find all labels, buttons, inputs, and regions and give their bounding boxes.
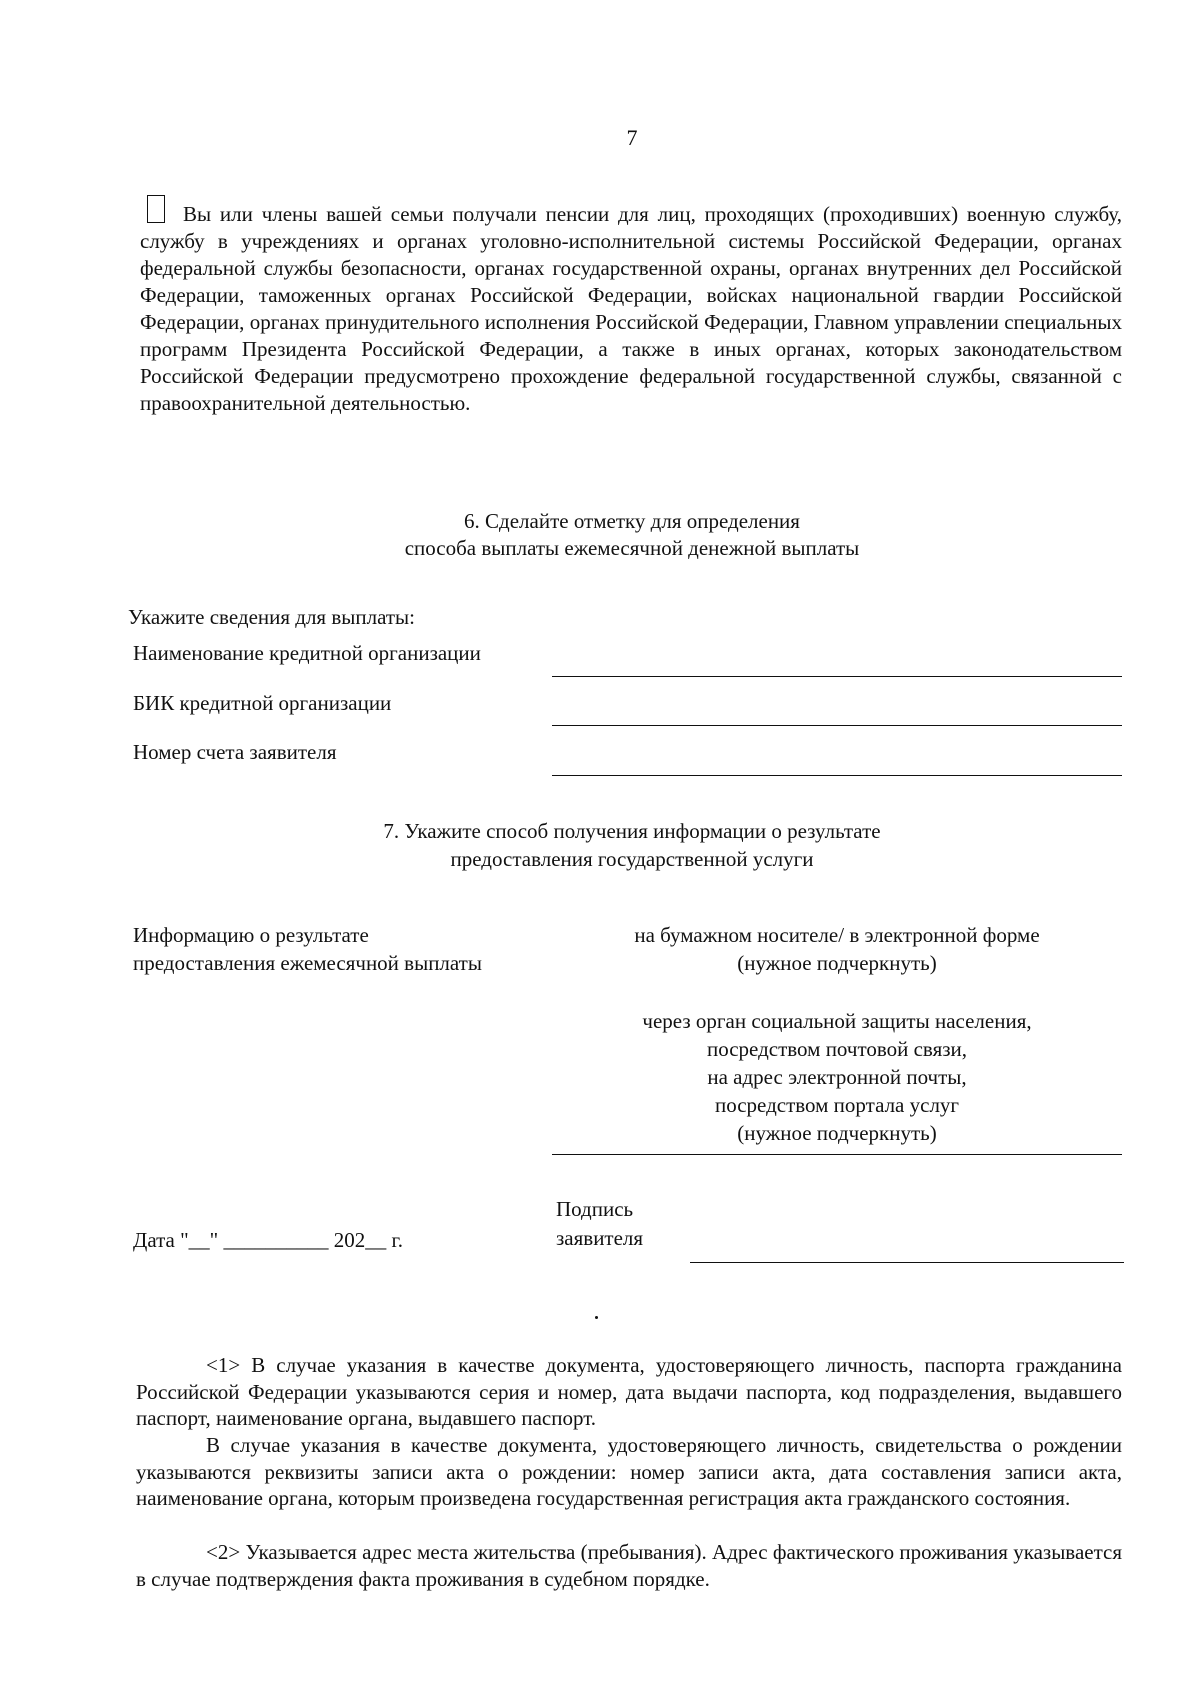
account-number-input-line[interactable] [552,775,1122,776]
bank-name-input-line[interactable] [552,676,1122,677]
section7-title-line1: 7. Укажите способ получения информации о результате [383,819,881,843]
signature-input-line[interactable] [690,1262,1124,1263]
channel-portal[interactable]: посредством портала услуг [714,1093,960,1117]
page-number: 7 [626,125,638,150]
bik-label: БИК кредитной организации [133,691,392,715]
channel-social-protection[interactable]: через орган социальной защиты населения, [642,1009,1032,1033]
pension-question-text: Вы или члены вашей семьи получали пенсии для лиц, проходящих (проходивших) военную службу, службу в учреждениях и органах уголовно-исполнительной системы Российской Федерации, органах федеральной службы безопасности, органах государственной охраны, органах внутренних дел Российской Федерации, таможенных органах Российской Федерации, войсках национальной гвардии Российской Федерации, органах принудительного исполнения Российской Федерации, Главном управлении специальных программ Президента Российской Федерации, а также в иных органах, которых законодательством Российской Федерации предусмотрено прохождение федеральной государственной службы, связанной с правоохранительной деятельностью. [140,202,1122,415]
footnote-2: <2> Указывается адрес места жительства (пребывания). Адрес фактического проживания указывается в случае подтверждения факта проживания в судебном порядке. [136,1540,1122,1591]
result-info-label-line1: Информацию о результате [133,923,369,947]
bik-input-line[interactable] [552,725,1122,726]
form-choice-option[interactable]: на бумажном носителе/ в электронной форме [634,923,1040,947]
footnote-1-continued: В случае указания в качестве документа, удостоверяющего личность, свидетельства о рождении указываются реквизиты записи акта о рождении: номер записи акта, дата составления записи акта, наименование органа, которым произведена государственная регистрация акта гражданского состояния. [136,1433,1122,1510]
result-info-label-line2: предоставления ежемесячной выплаты [133,951,482,975]
date-field[interactable]: Дата "__" __________ 202__ г. [133,1228,403,1252]
signature-label-line2: заявителя [556,1226,644,1250]
section7-title-line2: предоставления государственной услуги [450,847,814,871]
channel-hint: (нужное подчеркнуть) [737,1121,937,1145]
signature-label-line1: Подпись [556,1197,634,1221]
footnote-1: <1> В случае указания в качестве документа, удостоверяющего личность, паспорта гражданина Российской Федерации указываются серия и номер, дата выдачи паспорта, код подразделения, выдавшего паспорт, наименование органа, выдавшего паспорт. [136,1353,1122,1430]
account-number-label: Номер счета заявителя [133,740,337,764]
payment-details-intro: Укажите сведения для выплаты: [128,605,415,629]
channel-email[interactable]: на адрес электронной почты, [707,1065,967,1089]
stray-dot [595,1316,598,1319]
form-choice-hint: (нужное подчеркнуть) [737,951,937,975]
section6-title-line1: 6. Сделайте отметку для определения [464,509,800,533]
section6-title-line2: способа выплаты ежемесячной денежной выплаты [404,536,860,560]
bank-name-label: Наименование кредитной организации [133,641,481,665]
channel-divider [552,1154,1122,1155]
channel-post[interactable]: посредством почтовой связи, [706,1037,968,1061]
